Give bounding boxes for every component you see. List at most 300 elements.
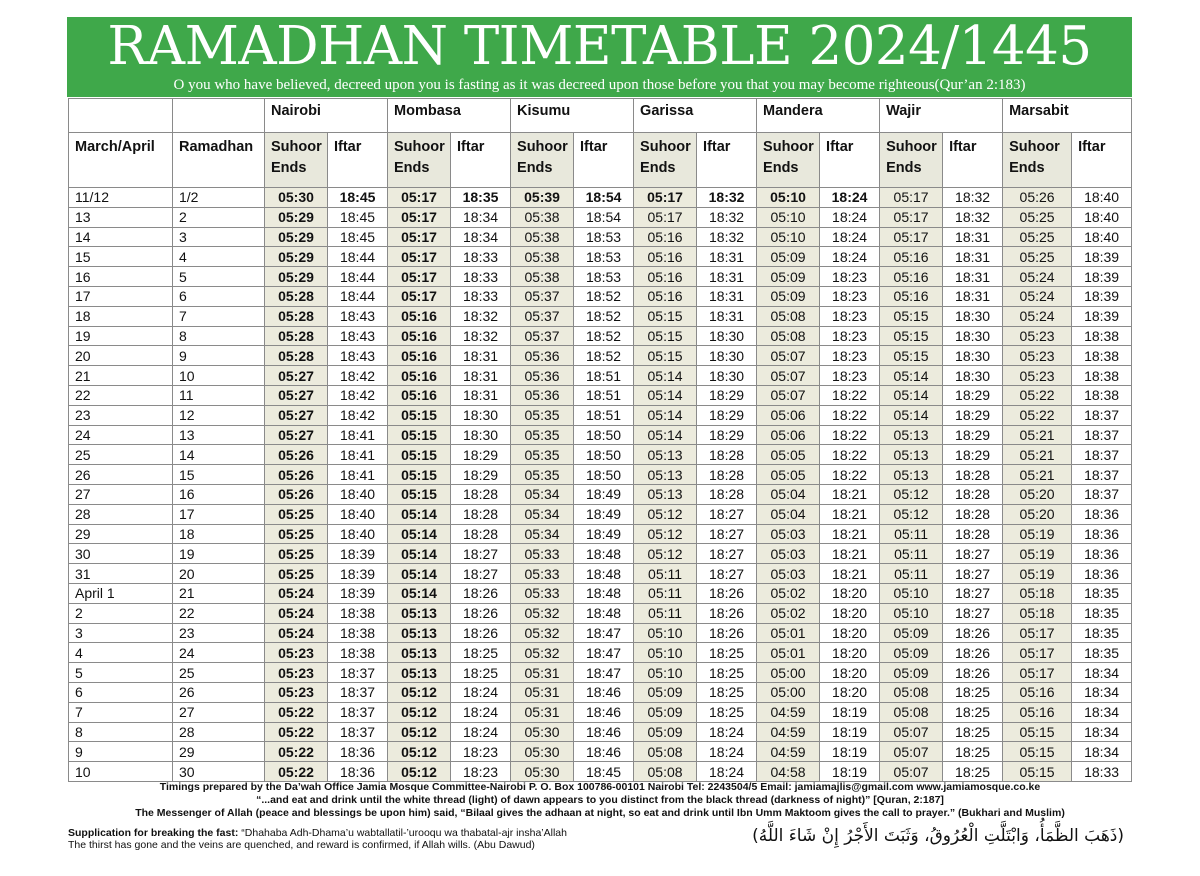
suhoor-time-cell: 05:09 [880, 643, 943, 663]
iftar-time-cell: 18:37 [328, 722, 388, 742]
iftar-time-cell: 18:36 [1072, 504, 1132, 524]
date-cell: 17 [69, 286, 173, 306]
city-header: Nairobi [265, 99, 388, 133]
suhoor-time-cell: 05:37 [511, 326, 574, 346]
ramadhan-day-cell: 24 [173, 643, 265, 663]
suhoor-time-cell: 05:25 [265, 524, 328, 544]
suhoor-time-cell: 05:24 [1003, 286, 1072, 306]
iftar-time-cell: 18:27 [697, 504, 757, 524]
suhoor-time-cell: 05:35 [511, 405, 574, 425]
iftar-time-cell: 18:23 [820, 326, 880, 346]
iftar-time-cell: 18:25 [697, 702, 757, 722]
ramadhan-day-cell: 16 [173, 484, 265, 504]
iftar-time-cell: 18:23 [820, 286, 880, 306]
iftar-time-cell: 18:28 [697, 445, 757, 465]
iftar-time-cell: 18:33 [451, 247, 511, 267]
iftar-time-cell: 18:23 [451, 762, 511, 782]
iftar-time-cell: 18:35 [1072, 603, 1132, 623]
iftar-time-cell: 18:39 [1072, 306, 1132, 326]
iftar-time-cell: 18:31 [697, 267, 757, 287]
iftar-time-cell: 18:44 [328, 247, 388, 267]
iftar-time-cell: 18:34 [1072, 663, 1132, 683]
suhoor-time-cell: 05:17 [634, 188, 697, 208]
suhoor-time-cell: 05:17 [1003, 663, 1072, 683]
month-column-header: March/April [69, 133, 173, 188]
iftar-time-cell: 18:31 [943, 227, 1003, 247]
iftar-time-cell: 18:49 [574, 524, 634, 544]
ramadhan-day-cell: 11 [173, 385, 265, 405]
date-cell: 5 [69, 663, 173, 683]
suhoor-time-cell: 05:00 [757, 663, 820, 683]
iftar-time-cell: 18:25 [697, 663, 757, 683]
suhoor-time-cell: 05:25 [265, 544, 328, 564]
iftar-time-cell: 18:22 [820, 405, 880, 425]
suhoor-time-cell: 05:16 [880, 267, 943, 287]
quran-verse-subtitle: O you who have believed, decreed upon you is fasting as it was decreed upon those before you that you may become righteous(Qur’an 2:183) [173, 77, 1026, 93]
iftar-time-cell: 18:31 [697, 247, 757, 267]
table-row [69, 722, 1132, 742]
suhoor-time-cell: 05:31 [511, 702, 574, 722]
suhoor-time-cell: 05:08 [757, 326, 820, 346]
suhoor-time-cell: 05:04 [757, 484, 820, 504]
suhoor-time-cell: 05:23 [265, 643, 328, 663]
iftar-time-cell: 18:26 [451, 603, 511, 623]
suhoor-time-cell: 05:14 [388, 504, 451, 524]
suhoor-time-cell: 05:25 [265, 504, 328, 524]
iftar-time-cell: 18:45 [328, 188, 388, 208]
suhoor-time-cell: 05:07 [757, 366, 820, 386]
iftar-time-cell: 18:45 [328, 207, 388, 227]
iftar-time-cell: 18:40 [328, 504, 388, 524]
suhoor-time-cell: 05:14 [634, 366, 697, 386]
ramadhan-day-cell: 28 [173, 722, 265, 742]
suhoor-column-header: Suhoor Ends [634, 133, 697, 188]
suhoor-time-cell: 05:24 [265, 623, 328, 643]
city-header: Wajir [880, 99, 1003, 133]
table-row [69, 643, 1132, 663]
date-cell: 29 [69, 524, 173, 544]
suhoor-time-cell: 05:15 [1003, 722, 1072, 742]
suhoor-time-cell: 05:06 [757, 405, 820, 425]
iftar-time-cell: 18:26 [451, 583, 511, 603]
suhoor-time-cell: 05:38 [511, 267, 574, 287]
suhoor-time-cell: 05:15 [634, 306, 697, 326]
iftar-time-cell: 18:38 [328, 623, 388, 643]
suhoor-time-cell: 05:15 [634, 326, 697, 346]
suhoor-time-cell: 05:14 [634, 425, 697, 445]
iftar-time-cell: 18:42 [328, 405, 388, 425]
iftar-time-cell: 18:25 [451, 643, 511, 663]
suhoor-time-cell: 05:02 [757, 583, 820, 603]
suhoor-time-cell: 05:22 [265, 722, 328, 742]
suhoor-time-cell: 05:09 [634, 682, 697, 702]
iftar-time-cell: 18:28 [451, 504, 511, 524]
iftar-time-cell: 18:52 [574, 326, 634, 346]
suhoor-time-cell: 05:17 [880, 227, 943, 247]
iftar-time-cell: 18:51 [574, 405, 634, 425]
suhoor-time-cell: 05:13 [634, 484, 697, 504]
suhoor-column-header: Suhoor Ends [757, 133, 820, 188]
suhoor-time-cell: 05:16 [388, 306, 451, 326]
suhoor-time-cell: 05:32 [511, 623, 574, 643]
suhoor-time-cell: 05:07 [757, 346, 820, 366]
suhoor-time-cell: 05:10 [634, 643, 697, 663]
suhoor-time-cell: 05:12 [880, 484, 943, 504]
suhoor-time-cell: 05:08 [634, 742, 697, 762]
suhoor-time-cell: 05:39 [511, 188, 574, 208]
iftar-time-cell: 18:25 [943, 762, 1003, 782]
iftar-time-cell: 18:24 [451, 682, 511, 702]
arabic-supplication: (ذَهَبَ الظَّمَأُ، وَابْتَلَّتِ الْعُرُوقُ، وَثَبَتَ الأَجْرُ إِنْ شَاءَ اللَّهُ) [752, 826, 1124, 846]
iftar-time-cell: 18:25 [943, 722, 1003, 742]
iftar-time-cell: 18:36 [1072, 544, 1132, 564]
suhoor-time-cell: 05:16 [388, 346, 451, 366]
suhoor-time-cell: 04:59 [757, 702, 820, 722]
suhoor-time-cell: 05:14 [634, 405, 697, 425]
table-row [69, 405, 1132, 425]
table-row [69, 326, 1132, 346]
suhoor-time-cell: 05:30 [511, 742, 574, 762]
date-cell: 7 [69, 702, 173, 722]
iftar-time-cell: 18:36 [1072, 524, 1132, 544]
iftar-time-cell: 18:19 [820, 702, 880, 722]
suhoor-time-cell: 05:10 [757, 227, 820, 247]
suhoor-time-cell: 05:22 [1003, 385, 1072, 405]
iftar-time-cell: 18:29 [697, 385, 757, 405]
suhoor-column-header: Suhoor Ends [265, 133, 328, 188]
date-cell: 26 [69, 465, 173, 485]
suhoor-time-cell: 05:24 [1003, 267, 1072, 287]
suhoor-time-cell: 05:25 [1003, 247, 1072, 267]
date-cell: 10 [69, 762, 173, 782]
iftar-time-cell: 18:39 [1072, 247, 1132, 267]
table-row [69, 583, 1132, 603]
iftar-time-cell: 18:23 [820, 346, 880, 366]
table-row [69, 603, 1132, 623]
iftar-time-cell: 18:35 [1072, 643, 1132, 663]
iftar-time-cell: 18:48 [574, 603, 634, 623]
suhoor-time-cell: 05:16 [388, 326, 451, 346]
suhoor-time-cell: 05:20 [1003, 484, 1072, 504]
iftar-time-cell: 18:29 [451, 445, 511, 465]
iftar-time-cell: 18:24 [451, 702, 511, 722]
iftar-time-cell: 18:25 [943, 702, 1003, 722]
iftar-time-cell: 18:30 [697, 326, 757, 346]
iftar-time-cell: 18:47 [574, 663, 634, 683]
suhoor-time-cell: 05:09 [634, 722, 697, 742]
suhoor-time-cell: 05:34 [511, 484, 574, 504]
iftar-time-cell: 18:51 [574, 366, 634, 386]
iftar-time-cell: 18:29 [943, 445, 1003, 465]
suhoor-time-cell: 05:27 [265, 425, 328, 445]
suhoor-time-cell: 05:12 [388, 702, 451, 722]
iftar-time-cell: 18:22 [820, 445, 880, 465]
iftar-time-cell: 18:31 [943, 286, 1003, 306]
iftar-time-cell: 18:21 [820, 484, 880, 504]
suhoor-time-cell: 05:03 [757, 564, 820, 584]
suhoor-time-cell: 05:29 [265, 207, 328, 227]
suhoor-time-cell: 05:15 [388, 425, 451, 445]
iftar-time-cell: 18:28 [697, 465, 757, 485]
iftar-time-cell: 18:28 [943, 484, 1003, 504]
iftar-time-cell: 18:38 [328, 603, 388, 623]
iftar-time-cell: 18:40 [1072, 207, 1132, 227]
iftar-time-cell: 18:24 [697, 742, 757, 762]
suhoor-time-cell: 05:10 [634, 663, 697, 683]
suhoor-time-cell: 05:15 [880, 326, 943, 346]
suhoor-column-header: Suhoor Ends [511, 133, 574, 188]
iftar-time-cell: 18:28 [451, 524, 511, 544]
table-row [69, 682, 1132, 702]
suhoor-time-cell: 05:26 [1003, 188, 1072, 208]
iftar-time-cell: 18:20 [820, 583, 880, 603]
suhoor-time-cell: 05:36 [511, 346, 574, 366]
iftar-time-cell: 18:20 [820, 603, 880, 623]
supplication-translation: The thirst has gone and the veins are quenched, and reward is confirmed, if Allah wills. (Abu Dawud) [68, 839, 535, 851]
suhoor-time-cell: 05:15 [880, 346, 943, 366]
ramadhan-day-cell: 4 [173, 247, 265, 267]
suhoor-time-cell: 05:33 [511, 583, 574, 603]
suhoor-time-cell: 05:16 [634, 267, 697, 287]
suhoor-time-cell: 05:12 [634, 544, 697, 564]
suhoor-time-cell: 05:32 [511, 603, 574, 623]
supplication [68, 827, 567, 851]
iftar-time-cell: 18:53 [574, 247, 634, 267]
suhoor-time-cell: 05:09 [880, 663, 943, 683]
iftar-time-cell: 18:20 [820, 682, 880, 702]
quran-quote-line: “...and eat and drink until the white thread (light) of dawn appears to you distinct from the black thread (darkness of night)” [Quran, 2:187] [256, 794, 944, 806]
iftar-time-cell: 18:34 [451, 207, 511, 227]
iftar-time-cell: 18:24 [820, 227, 880, 247]
date-cell: 3 [69, 623, 173, 643]
iftar-time-cell: 18:28 [943, 524, 1003, 544]
suhoor-time-cell: 05:14 [880, 405, 943, 425]
blank-header-cell [173, 99, 265, 133]
iftar-time-cell: 18:22 [820, 385, 880, 405]
suhoor-time-cell: 05:15 [388, 445, 451, 465]
iftar-time-cell: 18:29 [943, 385, 1003, 405]
city-header: Kisumu [511, 99, 634, 133]
iftar-time-cell: 18:35 [1072, 623, 1132, 643]
ramadhan-day-cell: 19 [173, 544, 265, 564]
iftar-time-cell: 18:28 [451, 484, 511, 504]
city-header: Marsabit [1003, 99, 1132, 133]
suhoor-time-cell: 05:30 [265, 188, 328, 208]
iftar-time-cell: 18:35 [451, 188, 511, 208]
iftar-time-cell: 18:50 [574, 425, 634, 445]
ramadhan-day-cell: 3 [173, 227, 265, 247]
iftar-time-cell: 18:38 [1072, 346, 1132, 366]
iftar-time-cell: 18:42 [328, 385, 388, 405]
suhoor-time-cell: 05:17 [880, 188, 943, 208]
suhoor-time-cell: 05:31 [511, 682, 574, 702]
suhoor-time-cell: 05:36 [511, 385, 574, 405]
column-header-row [69, 133, 1132, 188]
iftar-time-cell: 18:46 [574, 682, 634, 702]
iftar-time-cell: 18:19 [820, 762, 880, 782]
date-cell: 20 [69, 346, 173, 366]
suhoor-time-cell: 05:10 [880, 603, 943, 623]
iftar-time-cell: 18:46 [574, 742, 634, 762]
suhoor-time-cell: 05:17 [1003, 623, 1072, 643]
suhoor-time-cell: 05:11 [634, 564, 697, 584]
date-cell: 23 [69, 405, 173, 425]
suhoor-time-cell: 05:16 [634, 247, 697, 267]
iftar-time-cell: 18:52 [574, 346, 634, 366]
suhoor-time-cell: 05:24 [265, 583, 328, 603]
date-cell: 25 [69, 445, 173, 465]
suhoor-time-cell: 05:17 [388, 188, 451, 208]
iftar-time-cell: 18:37 [328, 682, 388, 702]
iftar-time-cell: 18:32 [943, 207, 1003, 227]
iftar-time-cell: 18:34 [1072, 742, 1132, 762]
table-row [69, 425, 1132, 445]
iftar-time-cell: 18:36 [1072, 564, 1132, 584]
ramadhan-day-cell: 21 [173, 583, 265, 603]
iftar-time-cell: 18:45 [328, 227, 388, 247]
iftar-time-cell: 18:38 [1072, 366, 1132, 386]
ramadhan-day-cell: 13 [173, 425, 265, 445]
suhoor-time-cell: 05:04 [757, 504, 820, 524]
suhoor-time-cell: 05:09 [757, 247, 820, 267]
timetable [68, 98, 1132, 782]
date-cell: 28 [69, 504, 173, 524]
iftar-time-cell: 18:32 [943, 188, 1003, 208]
iftar-time-cell: 18:48 [574, 583, 634, 603]
table-row [69, 762, 1132, 782]
suhoor-time-cell: 05:03 [757, 524, 820, 544]
suhoor-time-cell: 05:08 [880, 702, 943, 722]
iftar-time-cell: 18:28 [943, 465, 1003, 485]
iftar-time-cell: 18:30 [451, 425, 511, 445]
suhoor-time-cell: 05:13 [634, 445, 697, 465]
suhoor-time-cell: 05:13 [880, 425, 943, 445]
iftar-time-cell: 18:46 [574, 702, 634, 722]
ramadhan-day-cell: 20 [173, 564, 265, 584]
suhoor-time-cell: 05:29 [265, 247, 328, 267]
iftar-time-cell: 18:54 [574, 207, 634, 227]
iftar-time-cell: 18:44 [328, 286, 388, 306]
suhoor-time-cell: 05:23 [1003, 326, 1072, 346]
date-cell: April 1 [69, 583, 173, 603]
ramadhan-day-cell: 2 [173, 207, 265, 227]
iftar-time-cell: 18:50 [574, 445, 634, 465]
iftar-time-cell: 18:29 [943, 405, 1003, 425]
suhoor-time-cell: 05:14 [388, 564, 451, 584]
iftar-time-cell: 18:30 [697, 346, 757, 366]
suhoor-time-cell: 05:28 [265, 346, 328, 366]
iftar-time-cell: 18:24 [820, 207, 880, 227]
iftar-time-cell: 18:53 [574, 227, 634, 247]
iftar-time-cell: 18:26 [943, 663, 1003, 683]
date-cell: 6 [69, 682, 173, 702]
suhoor-time-cell: 05:03 [757, 544, 820, 564]
suhoor-time-cell: 05:15 [1003, 762, 1072, 782]
iftar-time-cell: 18:38 [328, 643, 388, 663]
suhoor-time-cell: 05:13 [634, 465, 697, 485]
iftar-time-cell: 18:48 [574, 564, 634, 584]
ramadhan-day-cell: 29 [173, 742, 265, 762]
suhoor-time-cell: 05:10 [880, 583, 943, 603]
iftar-time-cell: 18:28 [943, 504, 1003, 524]
ramadhan-day-cell: 10 [173, 366, 265, 386]
suhoor-time-cell: 05:29 [265, 227, 328, 247]
iftar-time-cell: 18:25 [943, 682, 1003, 702]
suhoor-time-cell: 05:09 [757, 286, 820, 306]
suhoor-time-cell: 05:16 [388, 366, 451, 386]
iftar-time-cell: 18:49 [574, 504, 634, 524]
suhoor-time-cell: 05:05 [757, 465, 820, 485]
suhoor-time-cell: 05:13 [880, 445, 943, 465]
suhoor-time-cell: 05:07 [880, 742, 943, 762]
date-cell: 30 [69, 544, 173, 564]
iftar-time-cell: 18:19 [820, 742, 880, 762]
iftar-time-cell: 18:29 [451, 465, 511, 485]
city-header: Mandera [757, 99, 880, 133]
iftar-time-cell: 18:24 [820, 188, 880, 208]
suhoor-time-cell: 05:26 [265, 484, 328, 504]
suhoor-time-cell: 05:19 [1003, 564, 1072, 584]
suhoor-time-cell: 05:35 [511, 465, 574, 485]
iftar-time-cell: 18:31 [451, 385, 511, 405]
suhoor-time-cell: 05:35 [511, 425, 574, 445]
iftar-time-cell: 18:35 [1072, 583, 1132, 603]
iftar-time-cell: 18:31 [451, 346, 511, 366]
suhoor-time-cell: 05:17 [388, 267, 451, 287]
table-row [69, 445, 1132, 465]
suhoor-time-cell: 05:14 [388, 524, 451, 544]
suhoor-time-cell: 05:33 [511, 564, 574, 584]
suhoor-time-cell: 05:15 [634, 346, 697, 366]
iftar-time-cell: 18:20 [820, 643, 880, 663]
date-cell: 15 [69, 247, 173, 267]
iftar-time-cell: 18:20 [820, 663, 880, 683]
suhoor-time-cell: 05:15 [1003, 742, 1072, 762]
suhoor-time-cell: 05:27 [265, 385, 328, 405]
iftar-time-cell: 18:52 [574, 286, 634, 306]
iftar-time-cell: 18:29 [697, 425, 757, 445]
suhoor-time-cell: 05:14 [634, 385, 697, 405]
ramadhan-day-cell: 12 [173, 405, 265, 425]
suhoor-time-cell: 05:15 [388, 405, 451, 425]
table-row [69, 742, 1132, 762]
iftar-time-cell: 18:30 [943, 326, 1003, 346]
ramadhan-day-cell: 30 [173, 762, 265, 782]
iftar-time-cell: 18:23 [451, 742, 511, 762]
suhoor-time-cell: 05:17 [880, 207, 943, 227]
suhoor-time-cell: 05:38 [511, 207, 574, 227]
table-row [69, 524, 1132, 544]
date-cell: 27 [69, 484, 173, 504]
date-cell: 31 [69, 564, 173, 584]
iftar-time-cell: 18:50 [574, 465, 634, 485]
iftar-time-cell: 18:37 [1072, 405, 1132, 425]
iftar-time-cell: 18:26 [697, 623, 757, 643]
suhoor-time-cell: 05:13 [388, 603, 451, 623]
iftar-column-header: Iftar [943, 133, 1003, 188]
suhoor-time-cell: 05:28 [265, 306, 328, 326]
date-cell: 2 [69, 603, 173, 623]
iftar-time-cell: 18:34 [1072, 722, 1132, 742]
suhoor-time-cell: 05:01 [757, 643, 820, 663]
suhoor-time-cell: 05:12 [388, 682, 451, 702]
suhoor-time-cell: 05:24 [1003, 306, 1072, 326]
iftar-time-cell: 18:27 [451, 544, 511, 564]
date-cell: 4 [69, 643, 173, 663]
iftar-time-cell: 18:37 [328, 663, 388, 683]
suhoor-time-cell: 05:12 [880, 504, 943, 524]
suhoor-time-cell: 05:38 [511, 227, 574, 247]
